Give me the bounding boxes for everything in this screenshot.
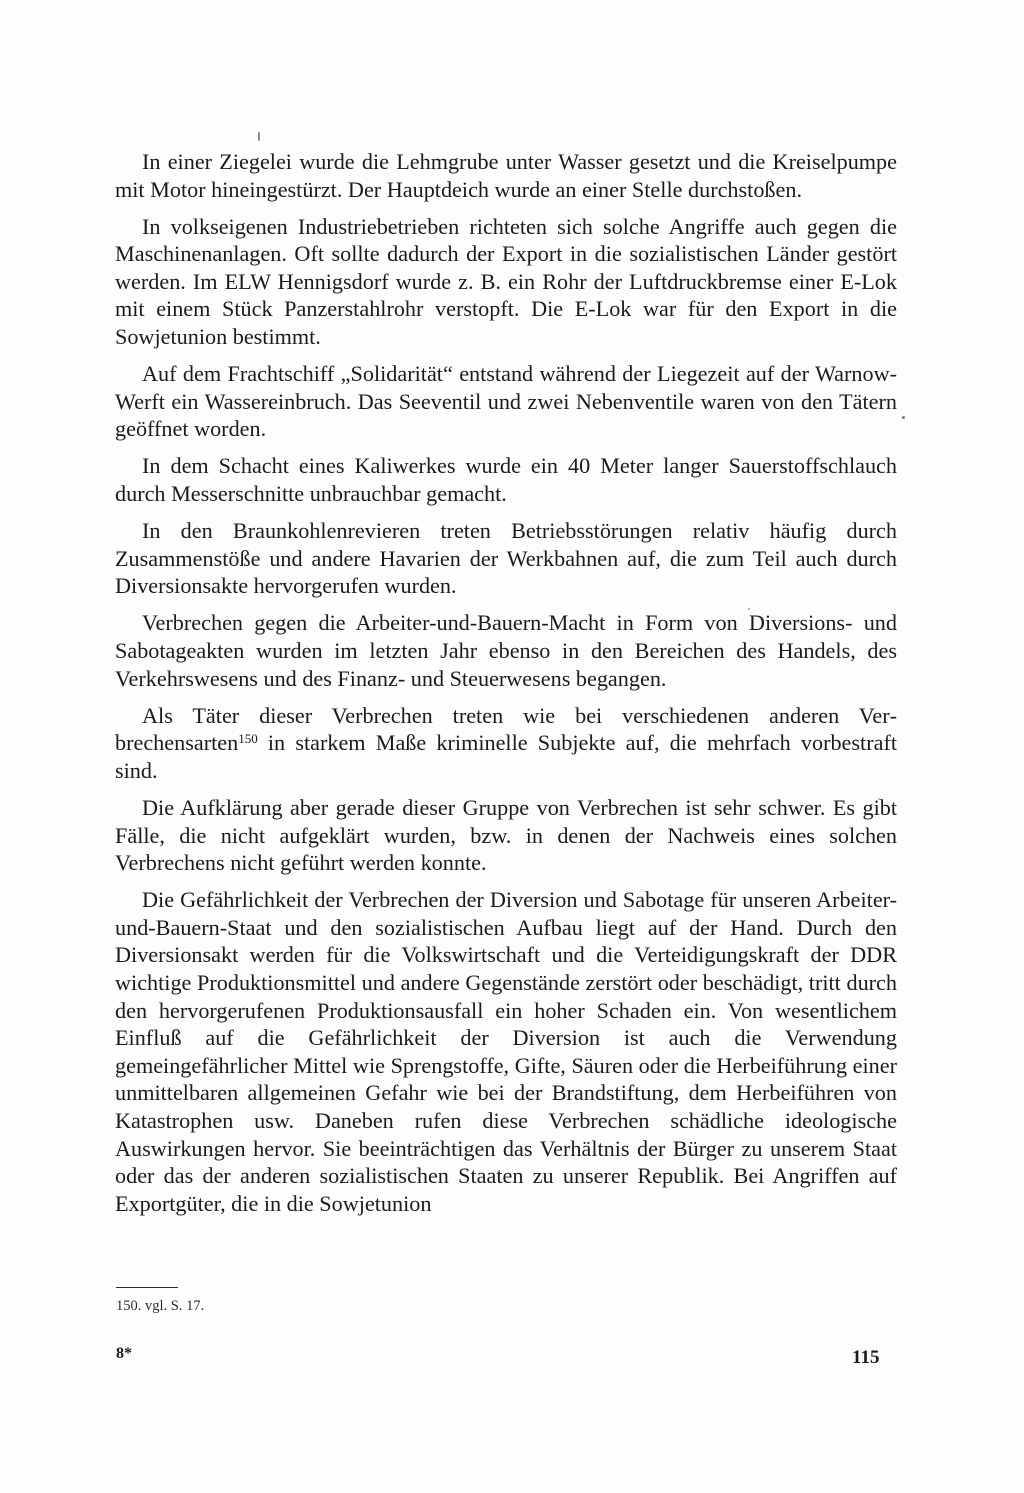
paragraph: In einer Ziegelei wurde die Lehmgrube unter Wasser gesetzt und die Kreiselpumpe mit Motor hineingestürzt. Der Hauptdeich wurde an einer Stelle durchstoßen. bbox=[115, 149, 897, 202]
paragraph: In volkseigenen Industriebetrieben richteten sich solche Angriffe auch gegen die Maschinenanlagen. Oft sollte dadurch der Export in die sozialistischen Länder gestört werden. Im ELW Hennigsdorf wurde z. B. ein Rohr der Luftdruckbremse einer E-Lok mit einem Stück Panzerstahlrohr verstopft. Die E-Lok war für den Export in die Sowjetunion bestimmt. bbox=[115, 213, 897, 350]
paragraph: Die Gefährlichkeit der Verbrechen der Diversion und Sabotage für unseren Arbeiter-und-Bauern-Staat und den sozialistischen Aufbau liegt auf der Hand. Durch den Diversionsakt werden für die Volkswirtschaft und die Verteidigungskraft der DDR wichtige Produktionsmittel und andere Gegenstände zerstört oder beschädigt, tritt durch den hervorgerufenen Produktionsausfall ein hoher Schaden ein. Von wesentlichem Einfluß auf die Gefährlichkeit der Diversion ist auch die Verwendung gemeingefährlicher Mittel wie Sprengstoffe, Gifte, Säuren oder die Herbeiführung einer unmittelbaren allgemeinen Gefahr wie bei der Brandstiftung, dem Herbeiführen von Katastrophen usw. Daneben rufen diese Verbrechen schädliche ideologische Auswirkungen hervor. Sie beeinträchtigen das Verhältnis der Bürger zu unserem Staat oder das der anderen sozialistischen Staaten zu unserer Republik. Bei Angriffen auf Exportgüter, die in die Sowjetunion bbox=[115, 887, 897, 1216]
scan-speck bbox=[902, 416, 905, 419]
paragraph-text: Als Täter dieser Verbrechen treten wie bei verschiedenen anderen Verbrechensarten bbox=[115, 702, 897, 756]
page-number: 115 bbox=[852, 1347, 880, 1368]
footnote-divider bbox=[116, 1287, 178, 1288]
paragraph: Auf dem Frachtschiff „Solidarität“ entstand während der Liegezeit auf der Warnow-Werft ein Wassereinbruch. Das Seeventil und zwei Nebenventile waren von den Tätern geöffnet worden. bbox=[115, 361, 897, 442]
scan-speck bbox=[258, 132, 260, 141]
paragraph: In dem Schacht eines Kaliwerkes wurde ein 40 Meter langer Sauerstoffschlauch durch Messerschnitte unbrauchbar gemacht. bbox=[115, 453, 897, 507]
printer-signature-mark: 8* bbox=[116, 1345, 132, 1362]
body-text bbox=[115, 148, 897, 1227]
paragraph: In den Braunkohlenrevieren treten Betriebsstörungen relativ häufig durch Zusammenstöße und andere Havarien der Werkbahnen auf, die zum Teil auch durch Diversionsakte hervorgerufen wurden. bbox=[115, 518, 897, 599]
paragraph: Verbrechen gegen die Arbeiter-und-Bauern-Macht in Form von Diversions- und Sabotageakten wurden im letzten Jahr ebenso in den Bereichen des Handels, des Verkehrswesens und des Finanz- und Steuerwesens begangen. bbox=[115, 610, 897, 691]
footnote: 150. vgl. S. 17. bbox=[116, 1298, 205, 1314]
scan-speck bbox=[878, 798, 880, 800]
footnote-reference: 150 bbox=[238, 731, 258, 747]
paragraph-text: in starkem Maße kriminelle Subjekte auf, die mehrfach vorbestraft sind. bbox=[115, 730, 897, 783]
scan-speck bbox=[748, 608, 750, 610]
paragraph: Die Aufklärung aber gerade dieser Gruppe von Verbrechen ist sehr schwer. Es gibt Fälle, die nicht aufgeklärt wurden, bzw. in denen der Nachweis eines solchen Verbrechens nicht geführt werden konnte. bbox=[115, 794, 897, 876]
paragraph-with-footnote-ref bbox=[115, 702, 897, 785]
